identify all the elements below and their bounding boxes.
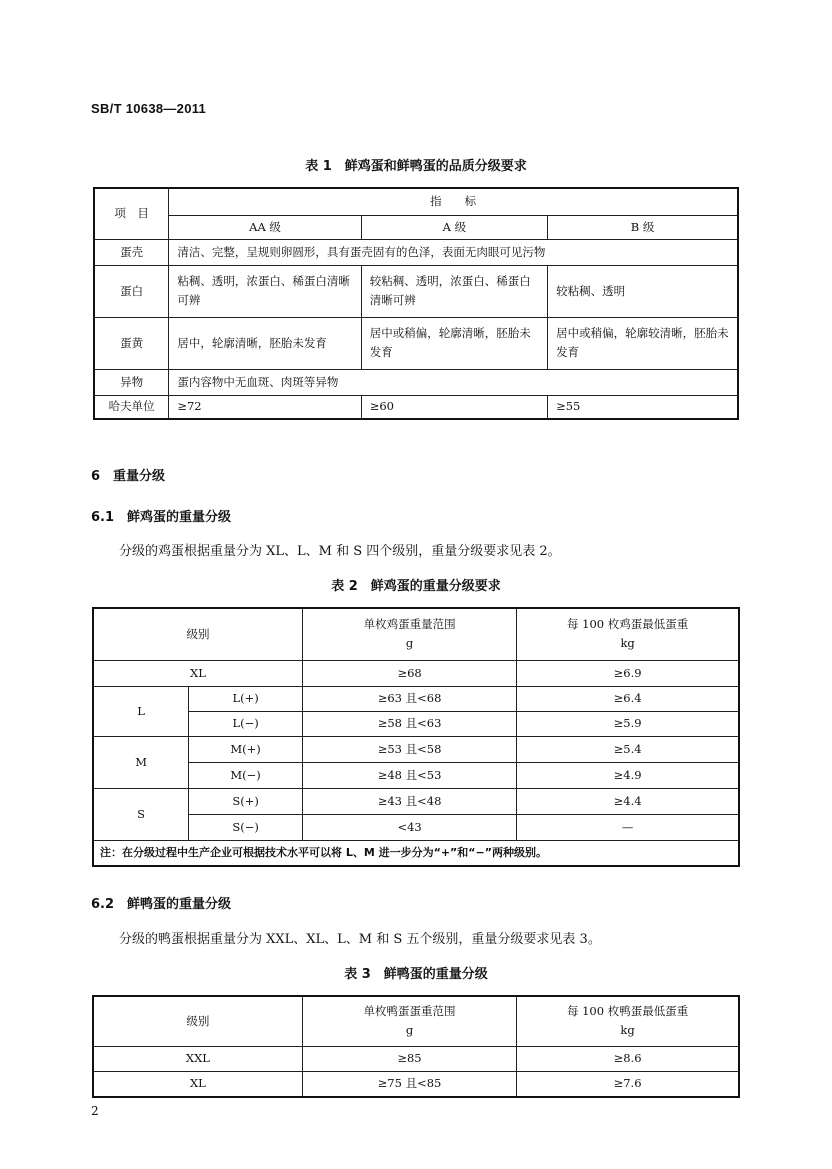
range-cell: ≥43 且<48	[302, 788, 516, 814]
table2-caption: 表 2 鲜鸡蛋的重量分级要求	[331, 579, 501, 594]
table-row	[94, 369, 738, 395]
min-weight-header-unit: kg	[620, 1023, 635, 1038]
grade-cell: L	[93, 686, 189, 736]
min-weight-cell: ≥8.6	[517, 1046, 739, 1071]
subgrade-cell: S(−)	[189, 814, 303, 840]
min-weight-cell: ≥4.4	[517, 788, 739, 814]
range-header-label: 单枚鸡蛋重量范围	[363, 617, 456, 632]
standard-number: SB/T 10638—2011	[91, 101, 207, 116]
grade-cell: XXL	[93, 1046, 302, 1071]
table-row	[93, 788, 739, 814]
table-cell: 清洁、完整，呈规则卵圆形，具有蛋壳固有的色泽，表面无肉眼可见污物	[169, 239, 738, 265]
table-row	[93, 736, 739, 762]
grade-header: 级别	[93, 608, 302, 660]
range-header-unit: g	[405, 1023, 414, 1038]
chicken-egg-weight-table	[92, 607, 740, 867]
table-row	[93, 1046, 739, 1071]
grade-aa-header: AA 级	[169, 215, 361, 239]
section-6-2-heading: 6.2 鲜鸭蛋的重量分级	[91, 897, 232, 912]
min-weight-cell: ≥5.4	[517, 736, 739, 762]
range-header-label: 单枚鸭蛋蛋重范围	[363, 1004, 456, 1019]
row-label: 蛋壳	[94, 239, 169, 265]
range-cell: ≥48 且<53	[302, 762, 516, 788]
min-weight-cell: ≥6.9	[517, 660, 739, 686]
grade-header: 级别	[93, 996, 302, 1046]
table-cell: ≥55	[548, 395, 738, 419]
subgrade-cell: M(+)	[189, 736, 303, 762]
table3-caption: 表 3 鲜鸭蛋的重量分级	[344, 967, 488, 982]
range-cell: ≥75 且<85	[302, 1071, 516, 1097]
table-row	[93, 711, 739, 736]
table-cell: 较粘稠、透明	[548, 265, 738, 317]
item-header: 项 目	[94, 188, 169, 239]
min-weight-cell: ≥7.6	[517, 1071, 739, 1097]
row-label: 蛋黄	[94, 317, 169, 369]
table-row	[94, 265, 738, 317]
table-row	[94, 395, 738, 419]
duck-egg-weight-table	[92, 995, 740, 1098]
table-cell: ≥60	[361, 395, 547, 419]
quality-grade-table	[93, 187, 739, 420]
table-cell: ≥72	[169, 395, 361, 419]
grade-cell: S	[93, 788, 189, 840]
min-weight-cell: —	[517, 814, 739, 840]
table-cell: 居中，轮廓清晰，胚胎未发育	[169, 317, 361, 369]
table2-note: 注：在分级过程中生产企业可根据技术水平可以将 L、M 进一步分为“+”和“−”两种级别。	[93, 840, 739, 866]
table-row	[93, 660, 739, 686]
subgrade-cell: L(−)	[189, 711, 303, 736]
table-row	[93, 686, 739, 711]
row-label: 蛋白	[94, 265, 169, 317]
range-cell: ≥53 且<58	[302, 736, 516, 762]
index-header: 指 标	[169, 188, 738, 215]
table-row	[93, 1071, 739, 1097]
range-cell: ≥58 且<63	[302, 711, 516, 736]
grade-cell: XL	[93, 1071, 302, 1097]
grade-cell: M	[93, 736, 189, 788]
min-weight-cell: ≥6.4	[517, 686, 739, 711]
table1-caption: 表 1 鲜鸡蛋和鲜鸭蛋的品质分级要求	[305, 159, 527, 174]
range-cell: <43	[302, 814, 516, 840]
range-header	[302, 608, 516, 660]
table-cell: 居中或稍偏，轮廓清晰，胚胎未发育	[361, 317, 547, 369]
section-6-1-text: 分级的鸡蛋根据重量分为 XL、L、M 和 S 四个级别，重量分级要求见表 2。	[119, 544, 561, 559]
table-cell: 蛋内容物中无血斑、肉斑等异物	[169, 369, 738, 395]
table-cell: 较粘稠、透明，浓蛋白、稀蛋白清晰可辨	[361, 265, 547, 317]
min-weight-header	[517, 996, 739, 1046]
table-row	[94, 239, 738, 265]
range-header	[302, 996, 516, 1046]
section-6-2-text: 分级的鸭蛋根据重量分为 XXL、XL、L、M 和 S 五个级别，重量分级要求见表 3。	[119, 932, 601, 947]
range-cell: ≥68	[302, 660, 516, 686]
grade-cell: XL	[93, 660, 302, 686]
table-cell: 粘稠、透明，浓蛋白、稀蛋白清晰可辨	[169, 265, 361, 317]
range-header-unit: g	[405, 636, 414, 651]
section-6-1-heading: 6.1 鲜鸡蛋的重量分级	[91, 510, 232, 525]
row-label: 异物	[94, 369, 169, 395]
table-cell: 居中或稍偏，轮廓较清晰，胚胎未发育	[548, 317, 738, 369]
table-row	[94, 317, 738, 369]
min-weight-header-label: 每 100 枚鸡蛋最低蛋重	[566, 617, 689, 632]
table-row	[93, 814, 739, 840]
min-weight-header-unit: kg	[620, 636, 635, 651]
min-weight-header	[517, 608, 739, 660]
min-weight-header-label: 每 100 枚鸭蛋最低蛋重	[566, 1004, 689, 1019]
min-weight-cell: ≥5.9	[517, 711, 739, 736]
row-label: 哈夫单位	[94, 395, 169, 419]
min-weight-cell: ≥4.9	[517, 762, 739, 788]
subgrade-cell: S(+)	[189, 788, 303, 814]
page-number: 2	[91, 1104, 99, 1118]
range-cell: ≥85	[302, 1046, 516, 1071]
table-row	[93, 762, 739, 788]
range-cell: ≥63 且<68	[302, 686, 516, 711]
subgrade-cell: L(+)	[189, 686, 303, 711]
grade-a-header: A 级	[361, 215, 547, 239]
grade-b-header: B 级	[548, 215, 738, 239]
subgrade-cell: M(−)	[189, 762, 303, 788]
section-6-heading: 6 重量分级	[91, 469, 166, 484]
